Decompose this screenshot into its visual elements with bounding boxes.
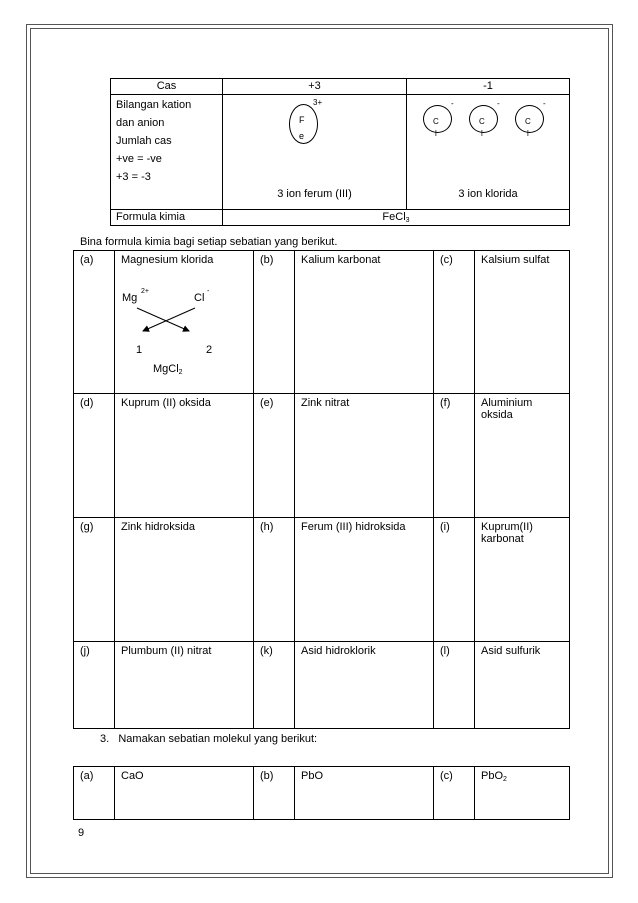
formula-value [223,210,570,226]
item-name: Aluminium oksida [475,394,570,518]
ion-count-row [111,95,570,210]
q3-row [74,767,570,820]
charge-header-label: Cas [111,79,223,95]
anion-symbol-2: l [435,129,437,138]
item-formula-main: PbO [301,770,324,782]
item-letter: (e) [254,394,295,518]
grid-row [74,642,570,729]
example-anion-charge: - [207,288,210,295]
label-line: Bilangan kation [116,99,192,111]
anion-charge: -1 [407,79,570,95]
cation-charge-label: 3+ [313,98,323,107]
question-text: Namakan sebatian molekul yang berikut: [118,733,318,745]
anion-symbol: C [479,117,485,126]
molecular-compound-table [73,766,570,820]
page-number: 9 [78,827,85,839]
item-letter: (l) [434,642,475,729]
example-working [121,266,247,356]
example-formula [153,363,183,376]
question-3 [100,733,317,745]
item-name: Asid sulfurik [475,642,570,729]
label-line: +3 = -3 [116,171,151,183]
item-letter: (j) [74,642,115,729]
anion-caption: 3 ion klorida [458,188,518,200]
example-cation: Mg [122,292,138,304]
item-letter: (c) [434,767,475,820]
cation-charge: +3 [223,79,407,95]
cation-symbol: F [299,115,305,125]
item-letter: (i) [434,518,475,642]
item-letter: (a) [74,251,115,394]
cross-arrows [131,304,201,334]
item-name-with-example [115,251,254,394]
anion-diagram [407,95,570,210]
example-left-number: 1 [136,344,143,356]
example-formula-subscript: 2 [178,369,183,376]
example-anion: Cl [194,292,205,304]
item-formula-subscript: 2 [503,776,507,783]
item-name: Magnesium klorida [121,254,214,266]
grid-row [74,251,570,394]
grid-row [74,518,570,642]
item-name: Kuprum(II) karbonat [475,518,570,642]
item-name: Kalsium sulfat [475,251,570,394]
item-formula-main: CaO [121,770,144,782]
item-name: Zink nitrat [295,394,434,518]
item-formula [295,767,434,820]
anion-charge-label: - [451,99,454,108]
formula-row [111,210,570,226]
compound-grid [73,250,570,729]
ion-count-label [111,95,223,210]
item-name: Asid hidroklorik [295,642,434,729]
item-letter: (k) [254,642,295,729]
example-cation-charge: 2+ [141,288,149,295]
instruction-text: Bina formula kimia bagi setiap sebatian yang berikut. [80,236,338,248]
anion-charge-label: - [543,99,546,108]
item-letter: (f) [434,394,475,518]
charge-header-row [111,79,570,95]
anion-symbol: C [525,117,531,126]
item-name: Zink hidroksida [115,518,254,642]
arrow-to-left [143,308,195,331]
arrow-to-right [137,308,189,331]
label-line: +ve = -ve [116,153,162,165]
item-name: Ferum (III) hidroksida [295,518,434,642]
item-letter: (b) [254,767,295,820]
item-letter: (g) [74,518,115,642]
anion-charge-label: - [497,99,500,108]
label-line: dan anion [116,117,165,129]
anion-symbol-2: l [527,129,529,138]
formula-main: FeCl [382,211,406,223]
cation-caption: 3 ion ferum (III) [277,188,352,200]
question-number: 3. [100,733,110,745]
item-name: Kuprum (II) oksida [115,394,254,518]
formula-subscript: 3 [405,217,410,224]
label-line: Jumlah cas [116,135,172,147]
cation-symbol-2: e [299,131,305,141]
anion-symbol: C [433,117,439,126]
item-formula [115,767,254,820]
item-letter: (a) [74,767,115,820]
example-formula-main: MgCl [153,363,179,375]
anion-symbol-2: l [481,129,483,138]
formula-label: Formula kimia [111,210,223,226]
item-formula-main: PbO [481,770,504,782]
item-letter: (c) [434,251,475,394]
charge-table [110,78,570,226]
item-letter: (h) [254,518,295,642]
example-right-number: 2 [206,344,213,356]
item-letter: (d) [74,394,115,518]
grid-row [74,394,570,518]
item-name: Plumbum (II) nitrat [115,642,254,729]
item-name: Kalium karbonat [295,251,434,394]
cation-diagram [223,95,407,210]
item-letter: (b) [254,251,295,394]
item-formula [475,767,570,820]
